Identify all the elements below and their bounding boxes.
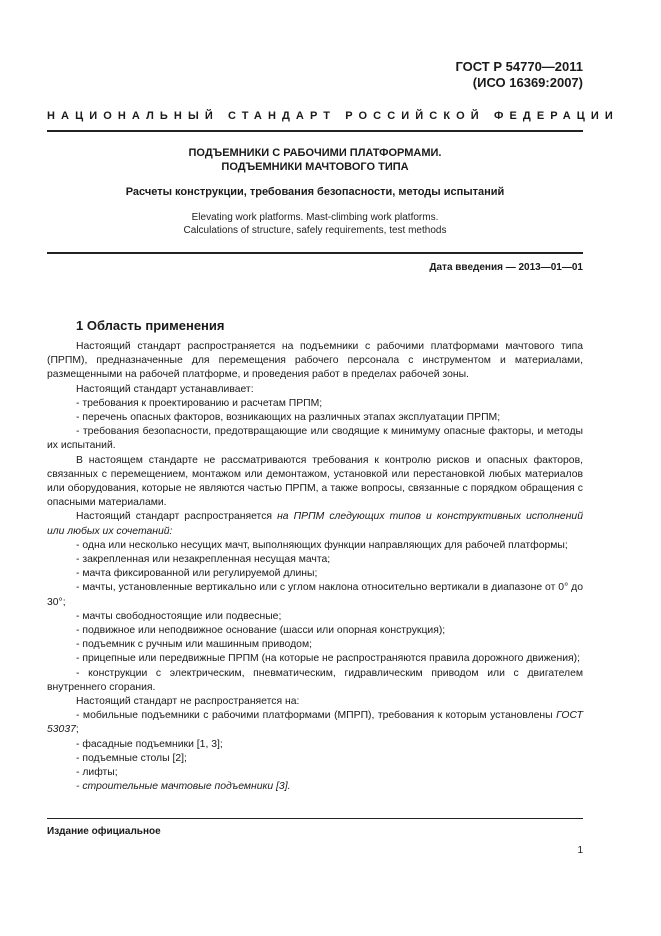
list-item: - перечень опасных факторов, возникающих на различных этапах эксплуатации ПРПМ;	[76, 412, 501, 424]
section-title: 1 Область применения	[76, 318, 225, 333]
title-divider	[47, 252, 583, 254]
list-item: - подъемные столы [2];	[76, 752, 187, 764]
list-item: - мачты свободностоящие или подвесные;	[76, 610, 282, 622]
title-line-2: ПОДЪЕМНИКИ МАЧТОВОГО ТИПА	[221, 161, 409, 173]
list-item: - требования безопасности, предотвращающие или сводящие к минимуму опасные факторы, и методы их испытаний.	[47, 426, 583, 452]
introduction-date: Дата введения — 2013—01—01	[429, 262, 583, 273]
list-item: - фасадные подъемники [1, 3];	[76, 738, 223, 750]
paragraph-lead: Настоящий стандарт распространяется	[76, 511, 278, 523]
paragraph: В настоящем стандарте не рассматриваются требования к контролю рисков и опасных факторов, связанных с перемещением, монтажом или демонтажом, установкой или перестановкой любых материалов или оборудования, которые не являются частью ПРПМ, а также вопросы, связанные с порядком обращения с опасными материалами.	[47, 454, 583, 509]
list-item: - требования к проектированию и расчетам ПРПМ;	[76, 397, 323, 409]
list-item: - конструкции с электрическим, пневматическим, гидравлическим приводом или с двигателем внутреннего сгорания.	[47, 667, 583, 693]
list-item: - мачта фиксированной или регулируемой длины;	[76, 568, 318, 580]
list-item-end: ;	[75, 724, 79, 736]
footer-divider	[47, 818, 583, 819]
title-block	[47, 146, 583, 237]
standard-code	[455, 59, 583, 91]
top-divider	[47, 130, 583, 132]
title-line-1: ПОДЪЕМНИКИ С РАБОЧИМИ ПЛАТФОРМАМИ.	[188, 147, 442, 159]
standard-code-iso: (ИСО 16369:2007)	[472, 75, 583, 90]
title-english-2: Calculations of structure, safely requirements, test methods	[183, 225, 447, 236]
title-subtitle: Расчеты конструкции, требования безопасности, методы испытаний	[125, 186, 505, 198]
list-item: - подъемник с ручным или машинным приводом;	[76, 639, 312, 651]
gost-reference: ГОСТ 53037	[47, 710, 583, 736]
list-item: - мачты, установленные вертикально или с углом наклона относительно вертикали в диапазоне от 0° до 30°;	[47, 582, 583, 608]
page-number: 1	[577, 845, 583, 856]
paragraph	[47, 510, 583, 538]
list-item	[47, 709, 583, 737]
list-item: - одна или несколько несущих мачт, выполняющих функции направляющих для рабочей платформы;	[76, 539, 568, 551]
paragraph: Настоящий стандарт не распространяется на:	[76, 696, 300, 708]
national-standard-heading: НАЦИОНАЛЬНЫЙ СТАНДАРТ РОССИЙСКОЙ ФЕДЕРАЦИИ	[47, 110, 619, 122]
list-item: - прицепные или передвижные ПРПМ (на которые не распространяются правила дорожного движения);	[76, 653, 580, 665]
list-item: - подвижное или неподвижное основание (шасси или опорная конструкция);	[76, 625, 446, 637]
official-edition-label: Издание официальное	[47, 826, 161, 837]
title-english-1: Elevating work platforms. Mast-climbing work platforms.	[191, 212, 439, 223]
paragraph: Настоящий стандарт устанавливает:	[76, 383, 254, 395]
standard-code-gost: ГОСТ Р 54770—2011	[455, 59, 583, 74]
body-text	[47, 340, 583, 795]
list-item: - строительные мачтовые подъемники [3].	[76, 781, 291, 793]
paragraph: Настоящий стандарт распространяется на подъемники с рабочими платформами мачтового типа (ПРПМ), предназначенные для перемещения рабочего персонала с инструментом и материалами, размещенными на рабочей платформе, и проведения работ в пределах рабочей зоны.	[47, 341, 583, 381]
list-item-text: - мобильные подъемники с рабочими платформами (МПРП), требования к которым установлены	[76, 710, 557, 722]
list-item: - лифты;	[76, 767, 118, 779]
list-item: - закрепленная или незакрепленная несущая мачта;	[76, 554, 331, 566]
paragraph-italic: на ПРПМ следующих типов и конструктивных исполнений или любых их сочетаний:	[47, 511, 583, 537]
